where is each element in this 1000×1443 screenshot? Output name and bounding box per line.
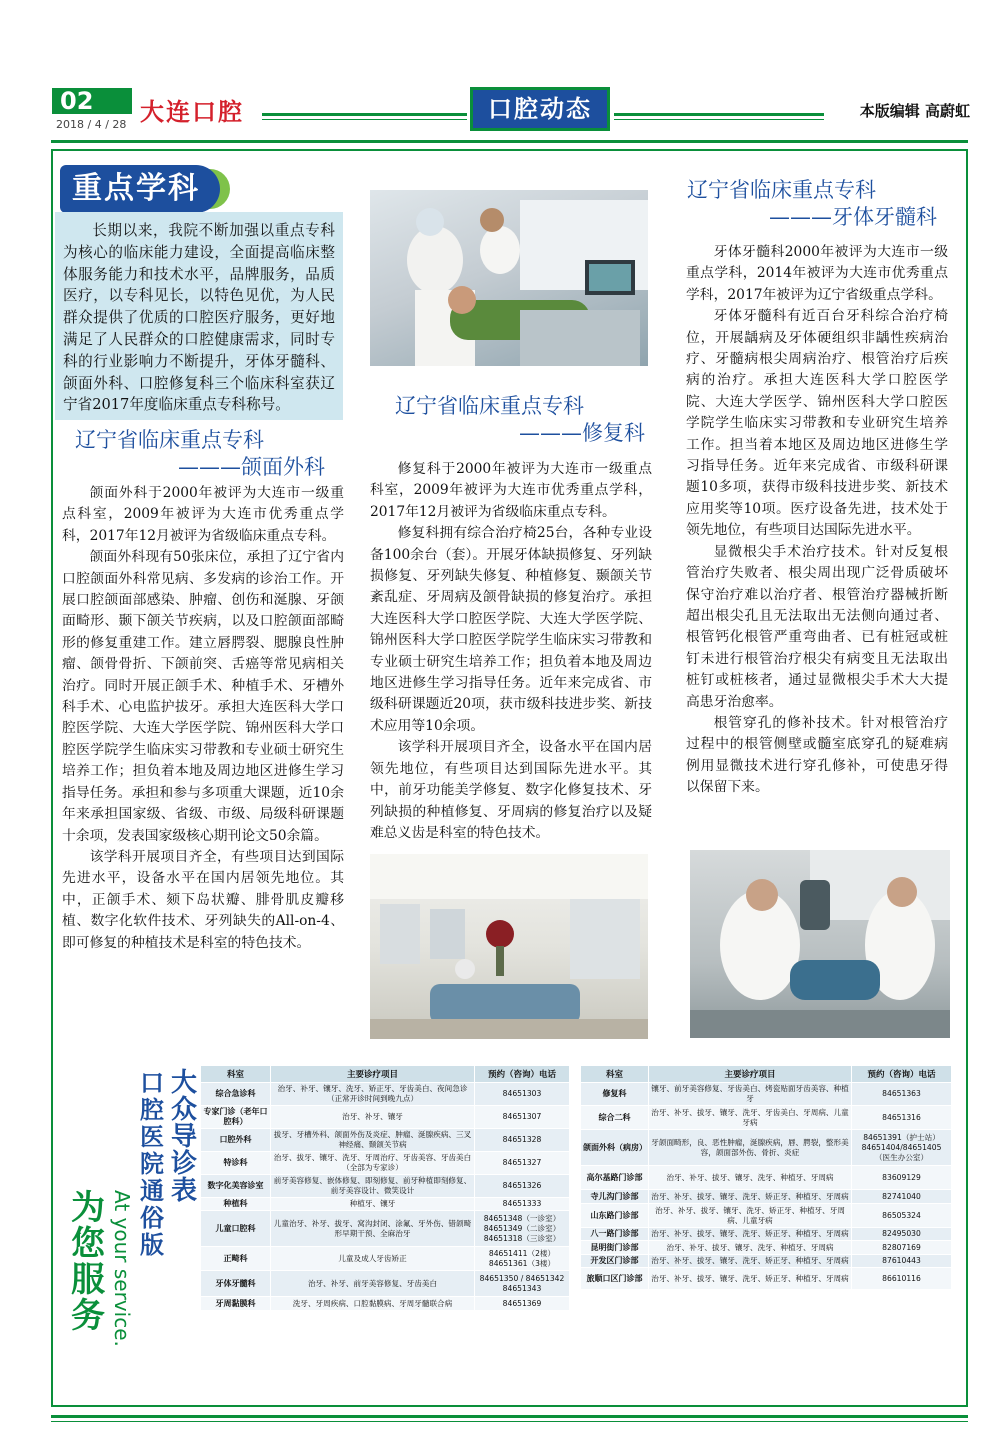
col1-title — [75, 427, 325, 481]
col3-body — [686, 242, 948, 799]
table-row — [581, 1255, 952, 1268]
dept-cell: 正畸科 — [201, 1247, 271, 1271]
col2-paragraph: 修复科于2000年被评为大连市一级重点科室，2009年被评为大连市优秀重点学科，2017年12月被评为省级临床重点专科。 — [370, 461, 652, 520]
table-row — [201, 1297, 570, 1311]
header-bottom-rule — [51, 140, 968, 143]
dept-cell: 山东路门诊部 — [581, 1204, 649, 1228]
table-header: 预约（咨询）电话 — [475, 1066, 570, 1083]
table-row — [581, 1083, 952, 1106]
services-cell: 镶牙、前牙美容修复、牙齿美白、烤瓷贴面牙齿美容、种植牙 — [649, 1083, 852, 1106]
phone-cell: 84651328 — [475, 1129, 570, 1152]
table-row — [581, 1190, 952, 1204]
dept-cell: 高尔基路门诊部 — [581, 1166, 649, 1190]
col1-paragraph: 颌面外科现有50张床位，承担了辽宁省内口腔颌面外科常见病、多发病的诊治工作。开展口腔颌面部感染、肿瘤、创伤和涎腺、牙颌面畸形、颞下颌关节疾病，以及口腔颌面部畸形的修复重建工作。建立唇腭裂、腮腺良性肿瘤、颌骨骨折、下颌前突、舌癌等常见病相关治疗。同时开展正颌手术、种植手术、牙槽外科手术、心电监护拔牙。承担大连医科大学口腔医学院、大连大学医学院、锦州医科大学口腔医学院学生临床实习带教和专业硕士研究生培养工作；担负着本地及周边地区进修生学习指导任务。承担和参与多项重大课题，近10余年来承担国家级、省级、市级、局级科研课题十余项，发表国家级核心期刊论文50余篇。 — [62, 549, 344, 844]
services-cell: 治牙、补牙、前牙美容修复、牙齿美白 — [271, 1271, 475, 1297]
phone-cell: 84651326 — [475, 1175, 570, 1198]
phone-cell: 82741040 — [852, 1190, 952, 1204]
dept-cell: 昆明街门诊部 — [581, 1241, 649, 1255]
paper-name: 大连口腔 — [140, 97, 244, 126]
phone-cell: 84651333 — [475, 1198, 570, 1211]
phone-cell: 84651316 — [852, 1106, 952, 1130]
table-header: 预约（咨询）电话 — [852, 1066, 952, 1083]
section-badge: 重点学科 — [60, 165, 220, 213]
table-row — [201, 1175, 570, 1198]
dept-cell: 专家门诊（老年口腔科） — [201, 1106, 271, 1129]
dept-cell: 寺儿沟门诊部 — [581, 1190, 649, 1204]
col3-paragraph: 显微根尖手术治疗技术。针对反复根管治疗失败者、根尖周出现广泛骨质破坏保守治疗难以治疗者、根管治疗器械折断超出根尖孔且无法取出无法侧向通过者、根管钙化根管严重弯曲者、已有桩冠或桩钉未进行根管治疗根尖有病变且无法取出桩钉或桩核者，通过显微根尖手术大大提高患牙治愈率。 — [686, 543, 948, 710]
col2-paragraph: 修复科拥有综合治疗椅25台，各种专业设备100余台（套）。开展牙体缺损修复、牙列缺损修复、牙列缺失修复、种植修复、颞颌关节紊乱症、牙周病及颌骨缺损的修复治疗。承担大连医科大学口腔医学院、大连大学医学院、锦州医科大学口腔医学院学生临床实习带教和专业硕士研究生培养工作；担负着本地及周边地区进修生学习指导任务。近年来完成省、市级科研课题近20项，获市级科技进步奖、新技术应用等10余项。 — [370, 525, 652, 734]
table-row — [581, 1166, 952, 1190]
services-cell: 拔牙、牙槽外科、颌面外伤及炎症、肿瘤、涎腺疾病、三叉神经痛、颞颌关节病 — [271, 1129, 475, 1152]
table-row — [581, 1228, 952, 1241]
col1-title-line2: ———颌面外科 — [178, 455, 325, 479]
phone-cell: 87610443 — [852, 1255, 952, 1268]
header-rule-right-thin — [614, 119, 824, 120]
guide-title-sub: 口腔医院通俗版 — [140, 1069, 164, 1259]
dept-cell: 特诊科 — [201, 1152, 271, 1175]
table-row — [581, 1241, 952, 1255]
dept-cell: 开发区门诊部 — [581, 1255, 649, 1268]
services-cell: 牙颌面畸形，良、恶性肿瘤，涎腺疾病，唇、腭裂，整形美容，颌面部外伤、骨折、炎症 — [649, 1130, 852, 1166]
table-header: 主要诊疗项目 — [649, 1066, 852, 1083]
col3-paragraph: 根管穿孔的修补技术。针对根管治疗过程中的根管侧壁或髓室底穿孔的疑难病例用显微技术进行穿孔修补，可使患牙得以保留下来。 — [686, 714, 948, 796]
col3-title — [687, 177, 937, 231]
table-row — [201, 1152, 570, 1175]
page-number: 02 — [52, 88, 132, 114]
issue-date: 2018 / 4 / 28 — [56, 118, 127, 131]
phone-cell: 82807169 — [852, 1241, 952, 1255]
col2-body — [370, 459, 652, 844]
dept-cell: 综合急诊科 — [201, 1083, 271, 1106]
dept-cell: 数字化美容诊室 — [201, 1175, 271, 1198]
phone-cell: 84651307 — [475, 1106, 570, 1129]
col2-title-line2: ———修复科 — [519, 421, 645, 445]
table-header: 科室 — [581, 1066, 649, 1083]
col2-title-line1: 辽宁省临床重点专科 — [395, 394, 584, 418]
services-cell: 种植牙、镶牙 — [271, 1198, 475, 1211]
phone-cell: 84651327 — [475, 1152, 570, 1175]
footer-rule-thin — [51, 1421, 968, 1422]
table-row — [581, 1130, 952, 1166]
dept-cell: 牙体牙髓科 — [201, 1271, 271, 1297]
phone-cell: 84651391（护士站） 84651404/84651405 （医生办公室） — [852, 1130, 952, 1166]
services-cell: 儿童治牙、补牙、拔牙、窝沟封闭、涂氟、牙外伤、错颌畸形早期干预、全麻治牙 — [271, 1211, 475, 1247]
dept-cell: 八一路门诊部 — [581, 1228, 649, 1241]
photo-clinic-hall — [370, 854, 648, 1039]
phone-cell: 86610116 — [852, 1268, 952, 1290]
header-rule-left — [262, 113, 467, 116]
phone-cell: 84651411（2楼） 84651361（3楼） — [475, 1247, 570, 1271]
guide-title-main: 大众导诊表 — [170, 1068, 197, 1206]
table-header: 主要诊疗项目 — [271, 1066, 475, 1083]
phone-cell: 84651363 — [852, 1083, 952, 1106]
services-cell: 治牙、补牙、拔牙、镶牙、洗牙、矫正牙、种植牙、牙周病 — [649, 1190, 852, 1204]
services-cell: 儿童及成人牙齿矫正 — [271, 1247, 475, 1271]
services-cell: 治牙、拔牙、镶牙、洗牙、牙周治疗、牙齿美容、牙齿美白（全部为专家诊） — [271, 1152, 475, 1175]
intro-paragraph: 长期以来，我院不断加强以重点专科为核心的临床能力建设，全面提高临床整体服务能力和技术水平，品牌服务，品质医疗，以专科见长，以特色见优，为人民群众提供了优质的口腔医疗服务，更好地满足了人民群众的口腔健康需求，同时专科的行业影响力不断提升，牙体牙髓科、颌面外科、口腔修复科三个临床科室获辽宁省2017年度临床重点专科称号。 — [55, 212, 343, 420]
editor-credit: 本版编辑 高蔚虹 — [859, 102, 970, 120]
table-row — [201, 1271, 570, 1297]
services-cell: 治牙、补牙、拔牙、镶牙、洗牙、矫正牙、种植牙、牙周病、儿童牙病 — [649, 1204, 852, 1228]
services-cell: 前牙美容修复、嵌体修复、即刻修复、前牙种植即刻修复、前牙美容设计、微笑设计 — [271, 1175, 475, 1198]
header-rule-left-thin — [262, 119, 467, 120]
table-row — [581, 1268, 952, 1290]
table-row — [201, 1198, 570, 1211]
phone-cell: 84651369 — [475, 1297, 570, 1311]
dept-cell: 种植科 — [201, 1198, 271, 1211]
services-cell: 治牙、补牙、拔牙、镶牙、洗牙、种植牙、牙周病 — [649, 1166, 852, 1190]
phone-cell: 86505324 — [852, 1204, 952, 1228]
dept-cell: 口腔外科 — [201, 1129, 271, 1152]
col2-paragraph: 该学科开展项目齐全，设备水平在国内居领先地位，有些项目达到国际先进水平。其中，前牙功能美学修复、数字化修复技术、牙列缺损的种植修复、牙周病的修复治疗以及疑难总义齿是科室的特色技术。 — [370, 739, 652, 841]
table-row — [581, 1204, 952, 1228]
col3-title-line2: ———牙体牙髓科 — [769, 205, 937, 229]
col3-paragraph: 牙体牙髓科2000年被评为大连市一级重点学科，2014年被评为大连市优秀重点学科，2017年被评为辽宁省级重点学科。 — [686, 244, 948, 303]
col1-paragraph: 颌面外科于2000年被评为大连市一级重点科室，2009年被评为大连市优秀重点学科，2017年12月被评为省级临床重点专科。 — [62, 485, 344, 544]
services-cell: 治牙、补牙、拔牙、镶牙、洗牙、矫正牙、种植牙、牙周病 — [649, 1228, 852, 1241]
services-cell: 治牙、补牙、拔牙、镶牙、洗牙、矫正牙、种植牙、牙周病 — [649, 1255, 852, 1268]
section-title: 口腔动态 — [470, 87, 610, 131]
table-row — [201, 1083, 570, 1106]
guide-table-right — [580, 1065, 952, 1290]
services-cell: 洗牙、牙周疾病、口腔黏膜病、牙周牙髓联合病 — [271, 1297, 475, 1311]
services-cell: 治牙、补牙、镶牙、洗牙、矫正牙、牙齿美白、夜间急诊（正常开诊时间到晚九点） — [271, 1083, 475, 1106]
col1-body — [62, 483, 344, 954]
dept-cell: 旅顺口区门诊部 — [581, 1268, 649, 1290]
services-cell: 治牙、补牙、拔牙、镶牙、洗牙、牙齿美白、牙周病、儿童牙病 — [649, 1106, 852, 1130]
phone-cell: 84651348（一诊室） 84651349（二诊室） 84651318（三诊室） — [475, 1211, 570, 1247]
table-row — [201, 1211, 570, 1247]
phone-cell: 84651350 / 84651342 84651343 — [475, 1271, 570, 1297]
photo-microscope-surgery — [690, 850, 950, 1038]
table-row — [581, 1106, 952, 1130]
photo-dental-treatment — [370, 190, 648, 366]
table-row — [201, 1129, 570, 1152]
dept-cell: 牙周黏膜科 — [201, 1297, 271, 1311]
col2-title — [395, 393, 645, 447]
col3-title-line1: 辽宁省临床重点专科 — [687, 178, 876, 202]
col1-paragraph: 该学科开展项目齐全，有些项目达到国际先进水平，设备水平在国内居领先地位。其中，正颌手术、颏下岛状瓣、腓骨肌皮瓣移植、数字化软件技术、牙列缺失的All-on-4、即可修复的种植技术是科室的特色技术。 — [62, 848, 344, 951]
dept-cell: 颌面外科（病房） — [581, 1130, 649, 1166]
dept-cell: 儿童口腔科 — [201, 1211, 271, 1247]
col1-title-line1: 辽宁省临床重点专科 — [75, 428, 264, 452]
masthead — [0, 0, 1000, 145]
services-cell: 治牙、补牙、拔牙、镶牙、洗牙、矫正牙、种植牙、牙周病 — [649, 1268, 852, 1290]
serve-slogan: 为您服务 — [71, 1188, 105, 1336]
header-rule-right — [614, 113, 824, 116]
table-row — [201, 1106, 570, 1129]
services-cell: 治牙、补牙、镶牙 — [271, 1106, 475, 1129]
col3-paragraph: 牙体牙髓科有近百台牙科综合治疗椅位，开展龋病及牙体硬组织非龋性疾病治疗、牙髓病根尖周病治疗、根管治疗后疾病的治疗。承担大连医科大学口腔医学院、大连大学医学、锦州医科大学口腔医学院学生临床实习带教和专业研究生培养工作。担当着本地区及周边地区进修生学习指导任务。近年来完成省、市级科研课题10多项，获得市级科技进步奖、新技术应用奖等10项。医疗设备先进，技术处于领先地位，有些项目达国际先进水平。 — [686, 308, 948, 539]
table-header: 科室 — [201, 1066, 271, 1083]
english-slogan: At your service. — [110, 1190, 134, 1347]
services-cell: 治牙、补牙、拔牙、镶牙、洗牙、种植牙、牙周病 — [649, 1241, 852, 1255]
phone-cell: 82495030 — [852, 1228, 952, 1241]
dept-cell: 综合二科 — [581, 1106, 649, 1130]
table-row — [201, 1247, 570, 1271]
footer-rule — [51, 1415, 968, 1418]
phone-cell: 83609129 — [852, 1166, 952, 1190]
dept-cell: 修复科 — [581, 1083, 649, 1106]
guide-table-left — [200, 1065, 570, 1311]
phone-cell: 84651303 — [475, 1083, 570, 1106]
